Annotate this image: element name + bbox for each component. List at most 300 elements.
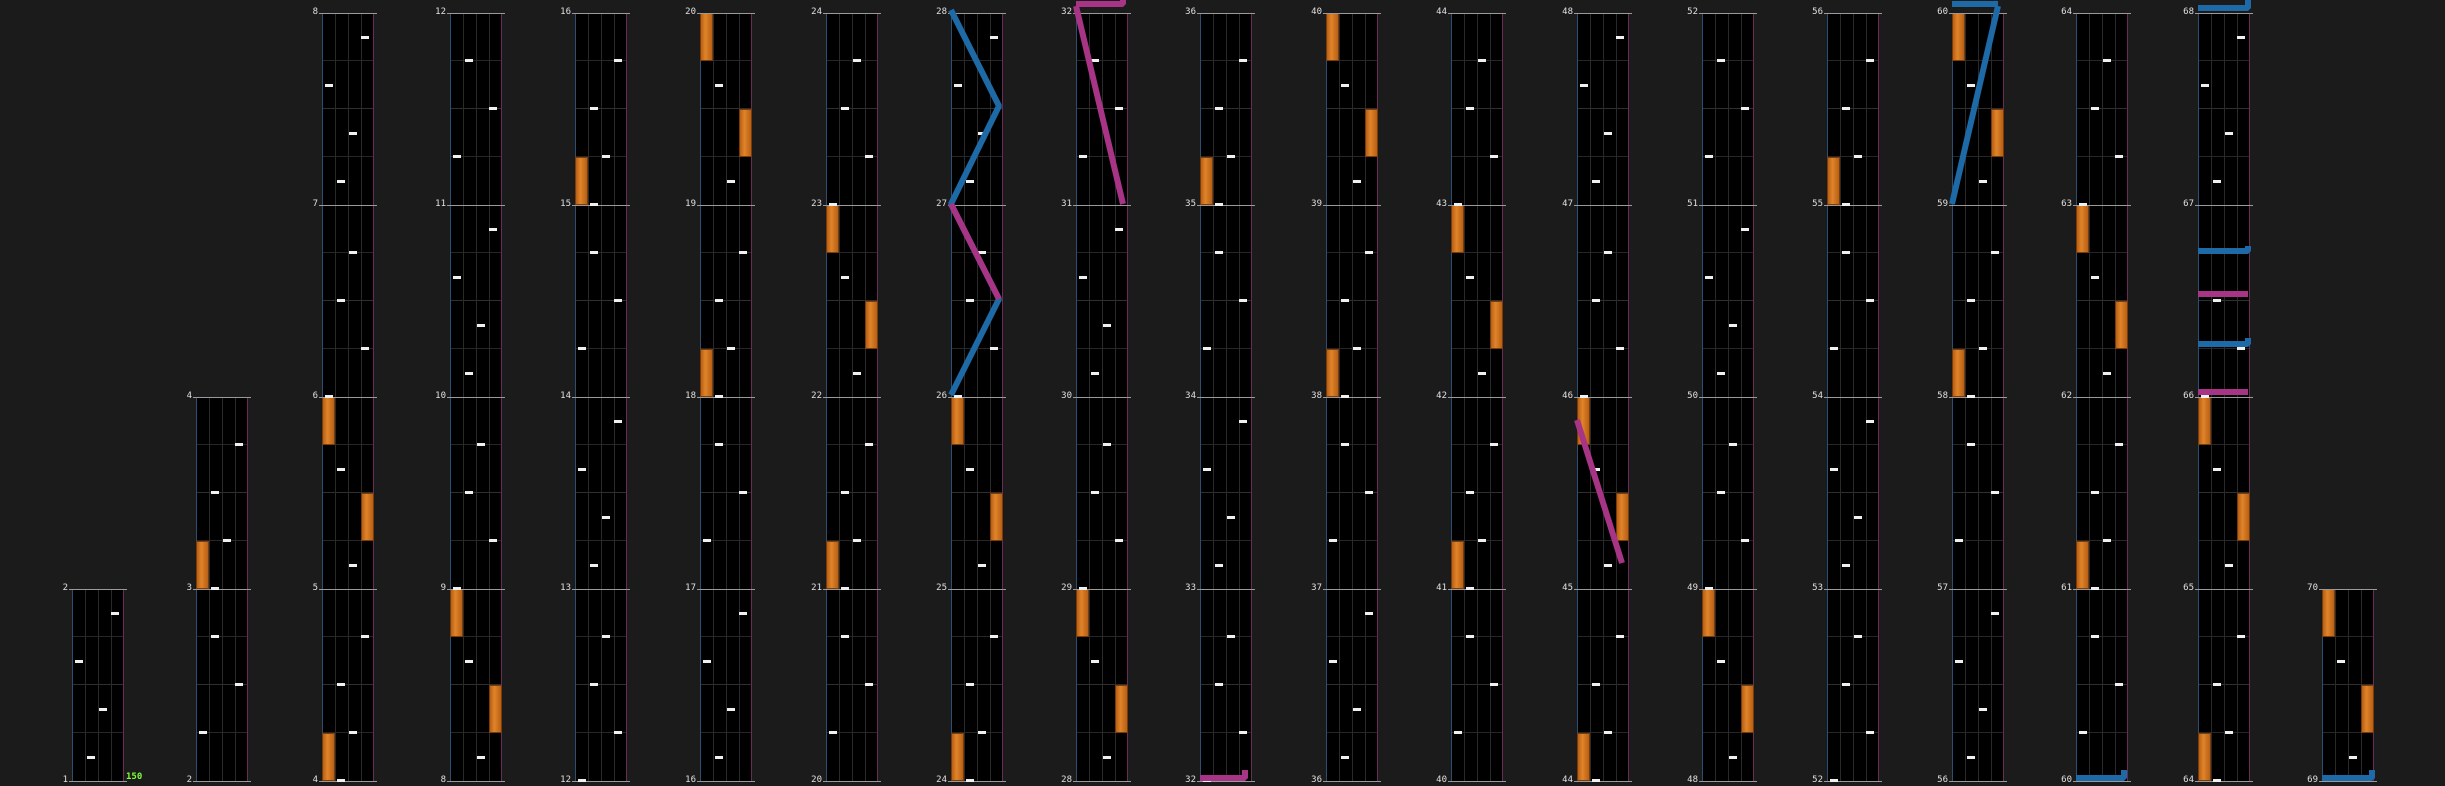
tap-note[interactable] (1967, 84, 1975, 87)
tap-note[interactable] (75, 660, 83, 663)
tap-note[interactable] (1341, 395, 1349, 398)
hold-note[interactable] (1991, 109, 2004, 157)
tap-note[interactable] (1215, 683, 1223, 686)
tap-note[interactable] (978, 132, 986, 135)
tap-note[interactable] (489, 107, 497, 110)
tap-note[interactable] (2115, 443, 2123, 446)
hold-note[interactable] (826, 541, 839, 589)
tap-note[interactable] (1866, 299, 1874, 302)
hold-note[interactable] (2115, 301, 2128, 349)
tap-note[interactable] (841, 635, 849, 638)
tap-note[interactable] (361, 347, 369, 350)
tap-note[interactable] (349, 564, 357, 567)
tap-note[interactable] (1729, 756, 1737, 759)
tap-note[interactable] (489, 539, 497, 542)
tap-note[interactable] (2237, 36, 2245, 39)
tap-note[interactable] (489, 228, 497, 231)
tap-note[interactable] (1955, 539, 1963, 542)
tap-note[interactable] (1717, 660, 1725, 663)
tap-note[interactable] (1604, 251, 1612, 254)
hold-note[interactable] (951, 397, 964, 445)
measure-line (1448, 397, 1506, 398)
tap-note[interactable] (1466, 107, 1474, 110)
tap-note[interactable] (841, 107, 849, 110)
tap-note[interactable] (453, 155, 461, 158)
tap-note[interactable] (853, 539, 861, 542)
tap-note[interactable] (727, 708, 735, 711)
tap-note[interactable] (1115, 107, 1123, 110)
tap-note[interactable] (2213, 468, 2221, 471)
tap-note[interactable] (1454, 731, 1462, 734)
tap-note[interactable] (349, 731, 357, 734)
tap-note[interactable] (1604, 731, 1612, 734)
tap-note[interactable] (2201, 395, 2209, 398)
tap-note[interactable] (2091, 107, 2099, 110)
measure-line (1197, 13, 1255, 14)
tap-note[interactable] (2103, 372, 2111, 375)
hold-note[interactable] (700, 13, 713, 61)
tap-note[interactable] (1979, 708, 1987, 711)
measure-column (1937, 0, 2004, 786)
hold-note[interactable] (1577, 397, 1590, 445)
tap-note[interactable] (1830, 779, 1838, 782)
tap-note[interactable] (87, 756, 95, 759)
hold-note[interactable] (739, 109, 752, 157)
tap-note[interactable] (2349, 756, 2357, 759)
tap-note[interactable] (349, 251, 357, 254)
measure-line (1197, 205, 1255, 206)
tap-note[interactable] (1478, 539, 1486, 542)
tap-note[interactable] (1842, 107, 1850, 110)
tap-note[interactable] (1592, 468, 1600, 471)
measure-line (1574, 13, 1632, 14)
tap-note[interactable] (829, 203, 837, 206)
tap-note[interactable] (966, 180, 974, 183)
tap-note[interactable] (1466, 587, 1474, 590)
tap-note[interactable] (361, 635, 369, 638)
tap-note[interactable] (1079, 587, 1087, 590)
tap-note[interactable] (1079, 155, 1087, 158)
measure-number: 20 (685, 7, 696, 17)
tap-note[interactable] (1115, 539, 1123, 542)
tap-note[interactable] (349, 132, 357, 135)
tap-note[interactable] (739, 251, 747, 254)
tap-note[interactable] (1115, 228, 1123, 231)
tap-note[interactable] (715, 756, 723, 759)
tap-note[interactable] (1967, 443, 1975, 446)
tap-note[interactable] (1239, 59, 1247, 62)
tap-note[interactable] (1729, 324, 1737, 327)
tap-note[interactable] (1842, 683, 1850, 686)
tap-note[interactable] (1580, 395, 1588, 398)
tap-note[interactable] (2091, 587, 2099, 590)
tap-note[interactable] (2225, 132, 2233, 135)
tap-note[interactable] (715, 395, 723, 398)
tap-note[interactable] (325, 395, 333, 398)
tap-note[interactable] (1592, 180, 1600, 183)
hold-note[interactable] (1577, 733, 1590, 781)
hold-note[interactable] (1827, 157, 1840, 205)
tap-note[interactable] (829, 731, 837, 734)
tap-note[interactable] (2115, 155, 2123, 158)
tap-note[interactable] (453, 587, 461, 590)
tap-note[interactable] (2225, 731, 2233, 734)
tap-note[interactable] (990, 36, 998, 39)
tap-note[interactable] (1592, 779, 1600, 782)
tap-note[interactable] (1454, 203, 1462, 206)
tap-note[interactable] (2225, 251, 2233, 254)
tap-note[interactable] (978, 731, 986, 734)
tap-note[interactable] (1741, 228, 1749, 231)
tap-note[interactable] (1227, 516, 1235, 519)
hold-note[interactable] (990, 493, 1003, 541)
hold-note[interactable] (489, 685, 502, 733)
tap-note[interactable] (1991, 491, 1999, 494)
tap-note[interactable] (1854, 516, 1862, 519)
tap-note[interactable] (2091, 491, 2099, 494)
tap-note[interactable] (1103, 443, 1111, 446)
tap-note[interactable] (337, 299, 345, 302)
measure-line (2073, 397, 2131, 398)
tap-note[interactable] (211, 587, 219, 590)
tap-note[interactable] (865, 155, 873, 158)
tap-note[interactable] (1842, 203, 1850, 206)
hold-note[interactable] (700, 349, 713, 397)
tap-note[interactable] (1580, 84, 1588, 87)
tap-note[interactable] (1490, 443, 1498, 446)
tap-note[interactable] (1705, 276, 1713, 279)
measure-number: 31 (1061, 199, 1072, 209)
tap-note[interactable] (1955, 660, 1963, 663)
measure-column (2307, 0, 2374, 786)
tap-note[interactable] (477, 756, 485, 759)
tap-note[interactable] (2091, 635, 2099, 638)
measure-number: 4 (186, 391, 192, 401)
tap-note[interactable] (590, 107, 598, 110)
tap-note[interactable] (2237, 347, 2245, 350)
tap-note[interactable] (361, 36, 369, 39)
tap-note[interactable] (1215, 251, 1223, 254)
hold-note[interactable] (2198, 733, 2211, 781)
tap-note[interactable] (1203, 468, 1211, 471)
tap-note[interactable] (2103, 59, 2111, 62)
tap-note[interactable] (2213, 683, 2221, 686)
hold-note[interactable] (1451, 205, 1464, 253)
hold-note[interactable] (1200, 157, 1213, 205)
tap-note[interactable] (1478, 372, 1486, 375)
tap-note[interactable] (337, 683, 345, 686)
tap-note[interactable] (1979, 180, 1987, 183)
tap-note[interactable] (703, 660, 711, 663)
tap-note[interactable] (1203, 779, 1211, 782)
tap-note[interactable] (1592, 683, 1600, 686)
tap-note[interactable] (2337, 660, 2345, 663)
tap-note[interactable] (1866, 420, 1874, 423)
hold-note[interactable] (1076, 589, 1089, 637)
tap-note[interactable] (1854, 635, 1862, 638)
tap-note[interactable] (2213, 180, 2221, 183)
tap-note[interactable] (453, 276, 461, 279)
measure-number: 39 (1311, 199, 1322, 209)
tap-note[interactable] (2091, 276, 2099, 279)
tap-note[interactable] (1705, 155, 1713, 158)
tap-note[interactable] (590, 683, 598, 686)
hold-note[interactable] (196, 541, 209, 589)
tap-note[interactable] (1091, 491, 1099, 494)
tap-note[interactable] (1717, 372, 1725, 375)
tap-note[interactable] (1091, 660, 1099, 663)
hold-note[interactable] (2361, 685, 2374, 733)
tap-note[interactable] (2079, 731, 2087, 734)
tap-note[interactable] (966, 468, 974, 471)
tap-note[interactable] (465, 372, 473, 375)
tap-note[interactable] (1991, 612, 1999, 615)
tap-note[interactable] (966, 683, 974, 686)
tap-note[interactable] (614, 299, 622, 302)
hold-note[interactable] (1952, 13, 1965, 61)
tap-note[interactable] (465, 660, 473, 663)
tap-note[interactable] (1478, 59, 1486, 62)
measure-number: 13 (560, 583, 571, 593)
tap-note[interactable] (1341, 84, 1349, 87)
tap-note[interactable] (1091, 59, 1099, 62)
measure-number: 5 (312, 583, 318, 593)
tap-note[interactable] (978, 564, 986, 567)
hold-note[interactable] (865, 301, 878, 349)
tap-note[interactable] (978, 251, 986, 254)
tap-note[interactable] (111, 612, 119, 615)
measure-column (1185, 0, 1252, 786)
tap-note[interactable] (1830, 468, 1838, 471)
tap-note[interactable] (211, 635, 219, 638)
tap-note[interactable] (1365, 491, 1373, 494)
tap-note[interactable] (715, 299, 723, 302)
tap-note[interactable] (1341, 756, 1349, 759)
tap-note[interactable] (1592, 299, 1600, 302)
tap-note[interactable] (211, 491, 219, 494)
tap-note[interactable] (853, 372, 861, 375)
tap-note[interactable] (1616, 36, 1624, 39)
tap-note[interactable] (337, 779, 345, 782)
tap-note[interactable] (1741, 107, 1749, 110)
tap-note[interactable] (1079, 276, 1087, 279)
tap-note[interactable] (1705, 587, 1713, 590)
hold-note[interactable] (1702, 589, 1715, 637)
tap-note[interactable] (477, 324, 485, 327)
tap-note[interactable] (2079, 203, 2087, 206)
measure-line (1448, 589, 1506, 590)
tap-note[interactable] (703, 539, 711, 542)
tap-note[interactable] (2115, 683, 2123, 686)
tap-note[interactable] (1490, 683, 1498, 686)
tap-note[interactable] (1091, 372, 1099, 375)
tap-note[interactable] (590, 251, 598, 254)
tap-note[interactable] (966, 299, 974, 302)
tap-note[interactable] (465, 59, 473, 62)
tap-note[interactable] (590, 203, 598, 206)
tap-note[interactable] (602, 516, 610, 519)
tap-note[interactable] (1717, 59, 1725, 62)
tap-note[interactable] (614, 731, 622, 734)
tap-note[interactable] (99, 708, 107, 711)
hold-note[interactable] (1490, 301, 1503, 349)
tap-note[interactable] (2103, 539, 2111, 542)
tap-note[interactable] (841, 491, 849, 494)
tap-note[interactable] (954, 84, 962, 87)
tap-note[interactable] (1604, 132, 1612, 135)
hold-note[interactable] (2237, 493, 2250, 541)
tap-note[interactable] (1830, 347, 1838, 350)
tap-note[interactable] (1365, 612, 1373, 615)
tap-note[interactable] (2201, 84, 2209, 87)
measure-number: 11 (435, 199, 446, 209)
hold-note[interactable] (361, 493, 374, 541)
tap-note[interactable] (1842, 564, 1850, 567)
tap-note[interactable] (578, 468, 586, 471)
tap-note[interactable] (865, 683, 873, 686)
tap-note[interactable] (1854, 155, 1862, 158)
hold-note[interactable] (2198, 397, 2211, 445)
tap-note[interactable] (2213, 299, 2221, 302)
tap-note[interactable] (2213, 779, 2221, 782)
tap-note[interactable] (1353, 347, 1361, 350)
tap-note[interactable] (199, 731, 207, 734)
tap-note[interactable] (1466, 491, 1474, 494)
tap-note[interactable] (1729, 443, 1737, 446)
hold-note[interactable] (322, 733, 335, 781)
tap-note[interactable] (1215, 203, 1223, 206)
tap-note[interactable] (841, 587, 849, 590)
tap-note[interactable] (1203, 347, 1211, 350)
hold-note[interactable] (450, 589, 463, 637)
tap-note[interactable] (1866, 59, 1874, 62)
tap-note[interactable] (715, 84, 723, 87)
hold-note[interactable] (2322, 589, 2335, 637)
tap-note[interactable] (1215, 107, 1223, 110)
tap-note[interactable] (1967, 395, 1975, 398)
tap-note[interactable] (1866, 731, 1874, 734)
tap-note[interactable] (1466, 635, 1474, 638)
measure-line (697, 781, 755, 782)
tap-note[interactable] (477, 443, 485, 446)
tap-note[interactable] (865, 443, 873, 446)
hold-note[interactable] (1741, 685, 1754, 733)
hold-note[interactable] (1326, 349, 1339, 397)
measure-line (1949, 589, 2007, 590)
tap-note[interactable] (602, 635, 610, 638)
tap-note[interactable] (1215, 564, 1223, 567)
tap-note[interactable] (614, 420, 622, 423)
tap-note[interactable] (2225, 564, 2233, 567)
hold-note[interactable] (951, 733, 964, 781)
tap-note[interactable] (853, 59, 861, 62)
tap-note[interactable] (1991, 251, 1999, 254)
hold-note[interactable] (1616, 493, 1629, 541)
tap-note[interactable] (1329, 660, 1337, 663)
tap-note[interactable] (1741, 539, 1749, 542)
tap-note[interactable] (1341, 299, 1349, 302)
hold-note[interactable] (1115, 685, 1128, 733)
hold-note[interactable] (2076, 205, 2089, 253)
tap-note[interactable] (578, 347, 586, 350)
tap-note[interactable] (2237, 635, 2245, 638)
tap-note[interactable] (337, 468, 345, 471)
tap-note[interactable] (465, 491, 473, 494)
hold-note[interactable] (322, 397, 335, 445)
tap-note[interactable] (325, 84, 333, 87)
tap-note[interactable] (966, 779, 974, 782)
tap-note[interactable] (1967, 756, 1975, 759)
tap-note[interactable] (614, 59, 622, 62)
hold-note[interactable] (826, 205, 839, 253)
tap-note[interactable] (1979, 347, 1987, 350)
tap-note[interactable] (1341, 443, 1349, 446)
hold-note[interactable] (1326, 13, 1339, 61)
tap-note[interactable] (727, 347, 735, 350)
tap-note[interactable] (1967, 299, 1975, 302)
tap-note[interactable] (1604, 564, 1612, 567)
tap-note[interactable] (1616, 347, 1624, 350)
measure-number: 2 (186, 775, 192, 785)
tap-note[interactable] (1329, 539, 1337, 542)
measure-lane[interactable] (72, 589, 124, 781)
hold-note[interactable] (2076, 541, 2089, 589)
tap-note[interactable] (1239, 731, 1247, 734)
measure-column (936, 0, 1003, 786)
tap-note[interactable] (602, 155, 610, 158)
tap-note[interactable] (1103, 324, 1111, 327)
tap-note[interactable] (1490, 155, 1498, 158)
tap-note[interactable] (1239, 420, 1247, 423)
tap-note[interactable] (1353, 180, 1361, 183)
tap-note[interactable] (1227, 635, 1235, 638)
tap-note[interactable] (727, 180, 735, 183)
hold-note[interactable] (1365, 109, 1378, 157)
tap-note[interactable] (235, 683, 243, 686)
tap-note[interactable] (590, 564, 598, 567)
tap-note[interactable] (1227, 155, 1235, 158)
measure-line (1699, 13, 1757, 14)
tap-note[interactable] (954, 395, 962, 398)
hold-note[interactable] (575, 157, 588, 205)
tap-note[interactable] (1239, 299, 1247, 302)
tap-note[interactable] (841, 276, 849, 279)
tap-note[interactable] (1365, 251, 1373, 254)
tap-note[interactable] (235, 443, 243, 446)
tap-note[interactable] (1466, 276, 1474, 279)
tap-note[interactable] (1842, 251, 1850, 254)
tap-note[interactable] (990, 347, 998, 350)
tap-note[interactable] (223, 539, 231, 542)
tap-note[interactable] (337, 180, 345, 183)
measure-number: 50 (1687, 391, 1698, 401)
measure-number: 12 (435, 7, 446, 17)
tap-note[interactable] (990, 635, 998, 638)
tap-note[interactable] (1717, 491, 1725, 494)
tap-note[interactable] (578, 779, 586, 782)
measure-number: 43 (1436, 199, 1447, 209)
tap-note[interactable] (1103, 756, 1111, 759)
measure-line (1949, 781, 2007, 782)
tap-note[interactable] (1616, 635, 1624, 638)
tap-note[interactable] (715, 443, 723, 446)
tap-note[interactable] (1353, 708, 1361, 711)
hold-note[interactable] (1451, 541, 1464, 589)
measure-number: 68 (2183, 7, 2194, 17)
tap-note[interactable] (739, 612, 747, 615)
hold-note[interactable] (1952, 349, 1965, 397)
tap-note[interactable] (739, 491, 747, 494)
